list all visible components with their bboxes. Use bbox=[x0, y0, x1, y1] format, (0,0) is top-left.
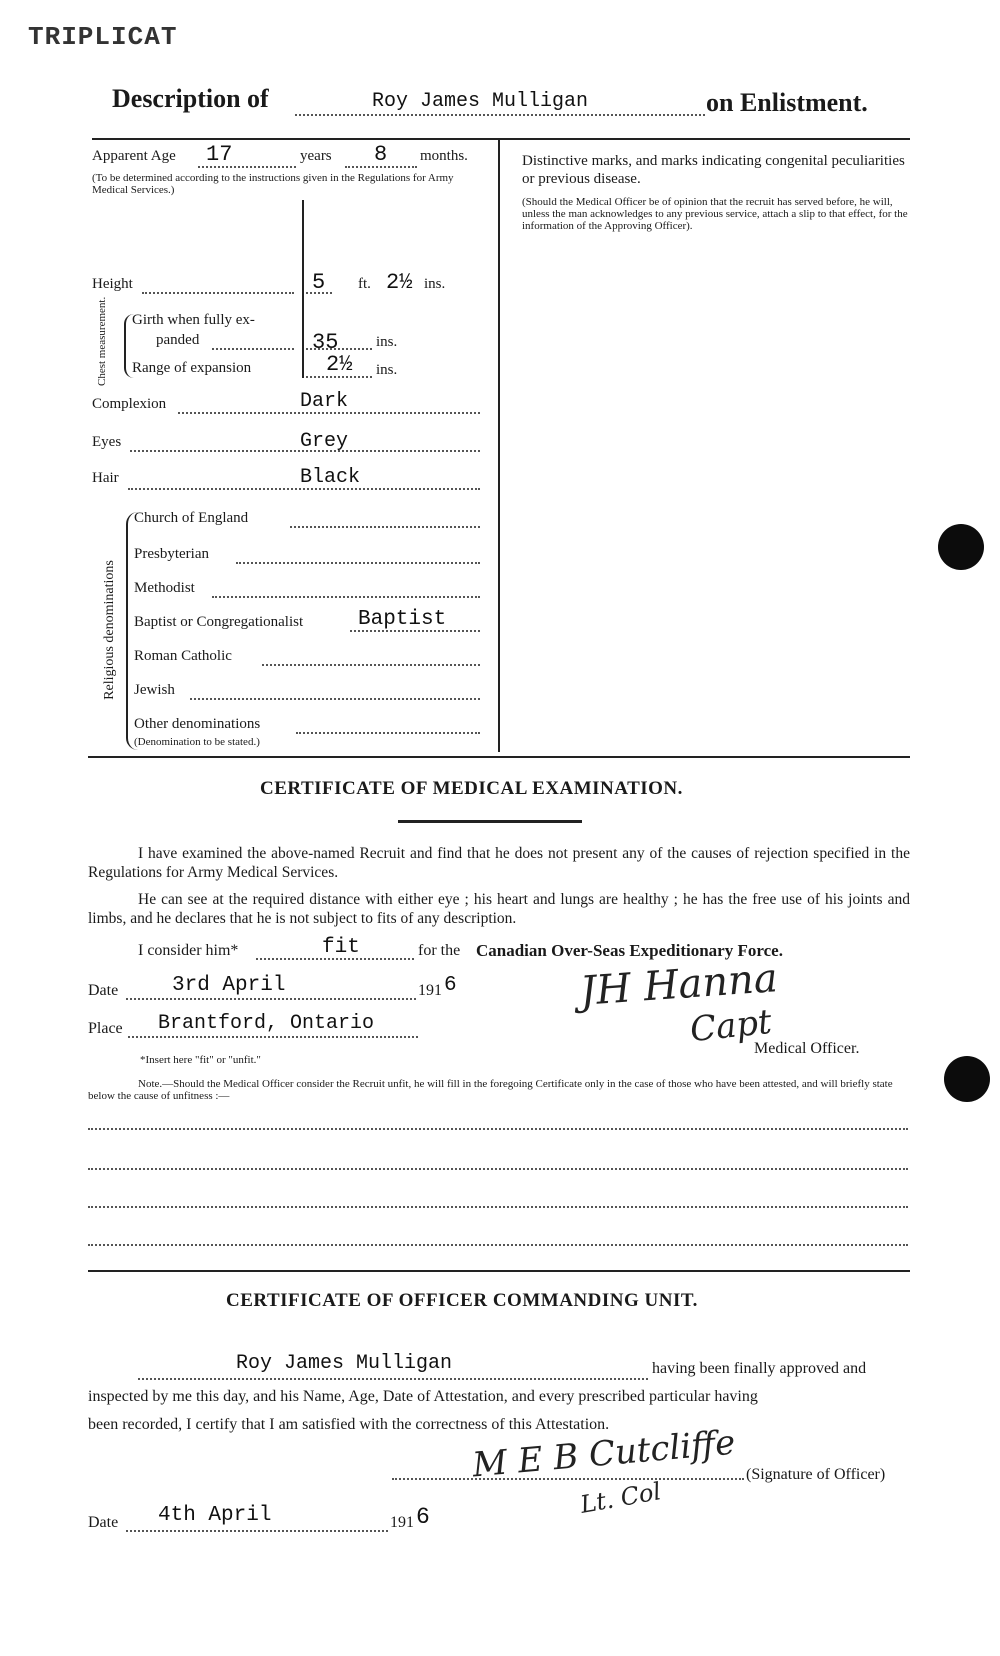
duplicate-stamp: TRIPLICAT bbox=[28, 22, 178, 52]
header-title-left: Description of bbox=[112, 84, 269, 113]
roman-catholic-line bbox=[262, 664, 480, 666]
section-rule-1 bbox=[88, 756, 910, 758]
commanding-date-label: Date bbox=[88, 1514, 119, 1531]
header-title-right: on Enlistment. bbox=[706, 88, 868, 117]
years-label: years bbox=[300, 148, 332, 164]
girth-ins-label: ins. bbox=[376, 334, 398, 350]
commanding-line-1-tail: having been finally approved and bbox=[652, 1360, 867, 1377]
medical-paragraph-1: I have examined the above-named Recruit and find that he does not present any of the causes of rejection specified in the Regulations for Army Medical Services. bbox=[88, 845, 910, 881]
baptist-line bbox=[350, 630, 480, 632]
commanding-signature-line bbox=[392, 1478, 744, 1480]
baptist-value: Baptist bbox=[358, 608, 447, 631]
consider-value: fit bbox=[322, 936, 360, 959]
girth-label-line bbox=[212, 348, 294, 350]
column-divider bbox=[498, 140, 500, 752]
punch-hole-lower bbox=[944, 1056, 990, 1102]
months-label: months. bbox=[420, 148, 468, 164]
unfitness-line-1 bbox=[88, 1128, 908, 1130]
jewish-line bbox=[190, 698, 480, 700]
commanding-name-line bbox=[138, 1378, 648, 1380]
eyes-label: Eyes bbox=[92, 434, 122, 450]
height-ins-label: ins. bbox=[424, 276, 446, 292]
medical-note: Note.—Should the Medical Officer consider the Recruit unfit, he will fill in the foregoing Certificate only in the case of those who have been attested, and will briefly state below the cause of unfitness :— bbox=[88, 1078, 893, 1102]
medical-date-label: Date bbox=[88, 982, 119, 999]
medical-paragraph-2: He can see at the required distance with either eye ; his heart and lungs are healthy ; he has the free use of his joints and limbs, and he declares that he is not subject to fits of any description. bbox=[88, 891, 910, 927]
jewish-label: Jewish bbox=[134, 682, 175, 698]
medical-date-line bbox=[126, 998, 416, 1000]
commanding-year-digit: 6 bbox=[416, 1504, 430, 1530]
for-label: for the bbox=[418, 942, 461, 959]
section-rule-2 bbox=[88, 1270, 910, 1272]
hair-value: Black bbox=[300, 466, 361, 489]
medical-year-prefix: 191 bbox=[418, 982, 442, 999]
methodist-line bbox=[212, 596, 480, 598]
medical-year-digit: 6 bbox=[444, 974, 457, 997]
roman-catholic-label: Roman Catholic bbox=[134, 648, 232, 664]
punch-hole-upper bbox=[938, 524, 984, 570]
medical-place-value: Brantford, Ontario bbox=[158, 1012, 375, 1035]
age-years: 17 bbox=[206, 142, 233, 167]
eyes-value: Grey bbox=[300, 430, 349, 453]
church-line bbox=[290, 526, 480, 528]
header-name-line bbox=[295, 114, 705, 116]
distinctive-marks-note: (Should the Medical Officer be of opinion that the recruit has served before, he will, unless the man acknowledges to any previous service, attach a slip to that effect, for the information of the Approving Officer). bbox=[522, 196, 908, 232]
distinctive-marks-text: Distinctive marks, and marks indicating congenital peculiarities or previous disease. bbox=[522, 153, 905, 187]
age-months: 8 bbox=[374, 142, 388, 167]
girth-label-1: Girth when fully ex- bbox=[132, 312, 255, 328]
chest-measurement-label: Chest measurement. bbox=[96, 296, 108, 386]
church-of-england-label: Church of England bbox=[134, 510, 249, 526]
medical-date-value: 3rd April bbox=[172, 974, 286, 997]
height-label-line bbox=[142, 292, 294, 294]
other-denominations-note: (Denomination to be stated.) bbox=[134, 736, 260, 748]
commanding-line-3: been recorded, I certify that I am satisfied with the correctness of this Attestation. bbox=[88, 1416, 610, 1433]
presbyterian-label: Presbyterian bbox=[134, 546, 209, 562]
girth-value-line bbox=[306, 348, 372, 350]
range-value: 2½ bbox=[326, 352, 353, 377]
commanding-officer-rank: Lt. Col bbox=[578, 1477, 664, 1519]
height-ft-line bbox=[306, 292, 332, 294]
height-in-value: 2½ bbox=[386, 270, 413, 295]
top-rule bbox=[92, 138, 910, 140]
methodist-label: Methodist bbox=[134, 580, 195, 596]
force-name: Canadian Over-Seas Expeditionary Force. bbox=[476, 941, 783, 960]
left-inner-rule bbox=[302, 200, 304, 378]
height-ft-value: 5 bbox=[312, 270, 326, 295]
commanding-officer-signature: M E B Cutcliffe bbox=[470, 1422, 737, 1486]
girth-label-2: panded bbox=[156, 332, 200, 348]
girth-value: 35 bbox=[312, 330, 339, 355]
signature-of-officer-label: (Signature of Officer) bbox=[746, 1466, 886, 1483]
commanding-title: CERTIFICATE OF OFFICER COMMANDING UNIT. bbox=[226, 1290, 698, 1311]
commanding-date-value: 4th April bbox=[158, 1504, 272, 1527]
apparent-age-label: Apparent Age bbox=[92, 148, 176, 164]
commanding-date-line bbox=[126, 1530, 388, 1532]
other-line bbox=[296, 732, 480, 734]
religious-denominations-text: Religious denominations bbox=[102, 560, 117, 700]
medical-place-line bbox=[128, 1036, 418, 1038]
age-note: (To be determined according to the instructions given in the Regulations for Army Medical Services.) bbox=[92, 172, 454, 196]
unfitness-line-3 bbox=[88, 1206, 908, 1208]
medical-officer-signature: JH Hanna bbox=[578, 955, 780, 1015]
complexion-label: Complexion bbox=[92, 396, 167, 412]
presbyterian-line bbox=[236, 562, 480, 564]
baptist-label: Baptist or Congregationalist bbox=[134, 614, 304, 630]
religious-denominations-label bbox=[102, 560, 118, 700]
height-label: Height bbox=[92, 276, 133, 292]
insert-note: *Insert here "fit" or "unfit." bbox=[140, 1054, 261, 1066]
unfitness-line-4 bbox=[88, 1244, 908, 1246]
medical-officer-rank: Capt bbox=[688, 1001, 774, 1051]
commanding-year-prefix: 191 bbox=[390, 1514, 414, 1531]
consider-label: I consider him* bbox=[138, 942, 239, 959]
range-label: Range of expansion bbox=[132, 360, 252, 376]
ft-label: ft. bbox=[358, 276, 371, 292]
range-ins-label: ins. bbox=[376, 362, 398, 378]
hair-label: Hair bbox=[92, 470, 119, 486]
medical-title-rule bbox=[398, 820, 582, 823]
medical-place-label: Place bbox=[88, 1020, 123, 1037]
complexion-value: Dark bbox=[300, 390, 349, 413]
commanding-line-2: inspected by me this day, and his Name, Age, Date of Attestation, and every prescribed particular having bbox=[88, 1388, 758, 1405]
other-denominations-label: Other denominations bbox=[134, 716, 261, 732]
commanding-name: Roy James Mulligan bbox=[236, 1352, 453, 1375]
unfitness-line-2 bbox=[88, 1168, 908, 1170]
medical-officer-label: Medical Officer. bbox=[754, 1040, 860, 1057]
header-name: Roy James Mulligan bbox=[372, 90, 589, 113]
range-value-line bbox=[306, 376, 372, 378]
medical-title: CERTIFICATE OF MEDICAL EXAMINATION. bbox=[260, 778, 683, 799]
